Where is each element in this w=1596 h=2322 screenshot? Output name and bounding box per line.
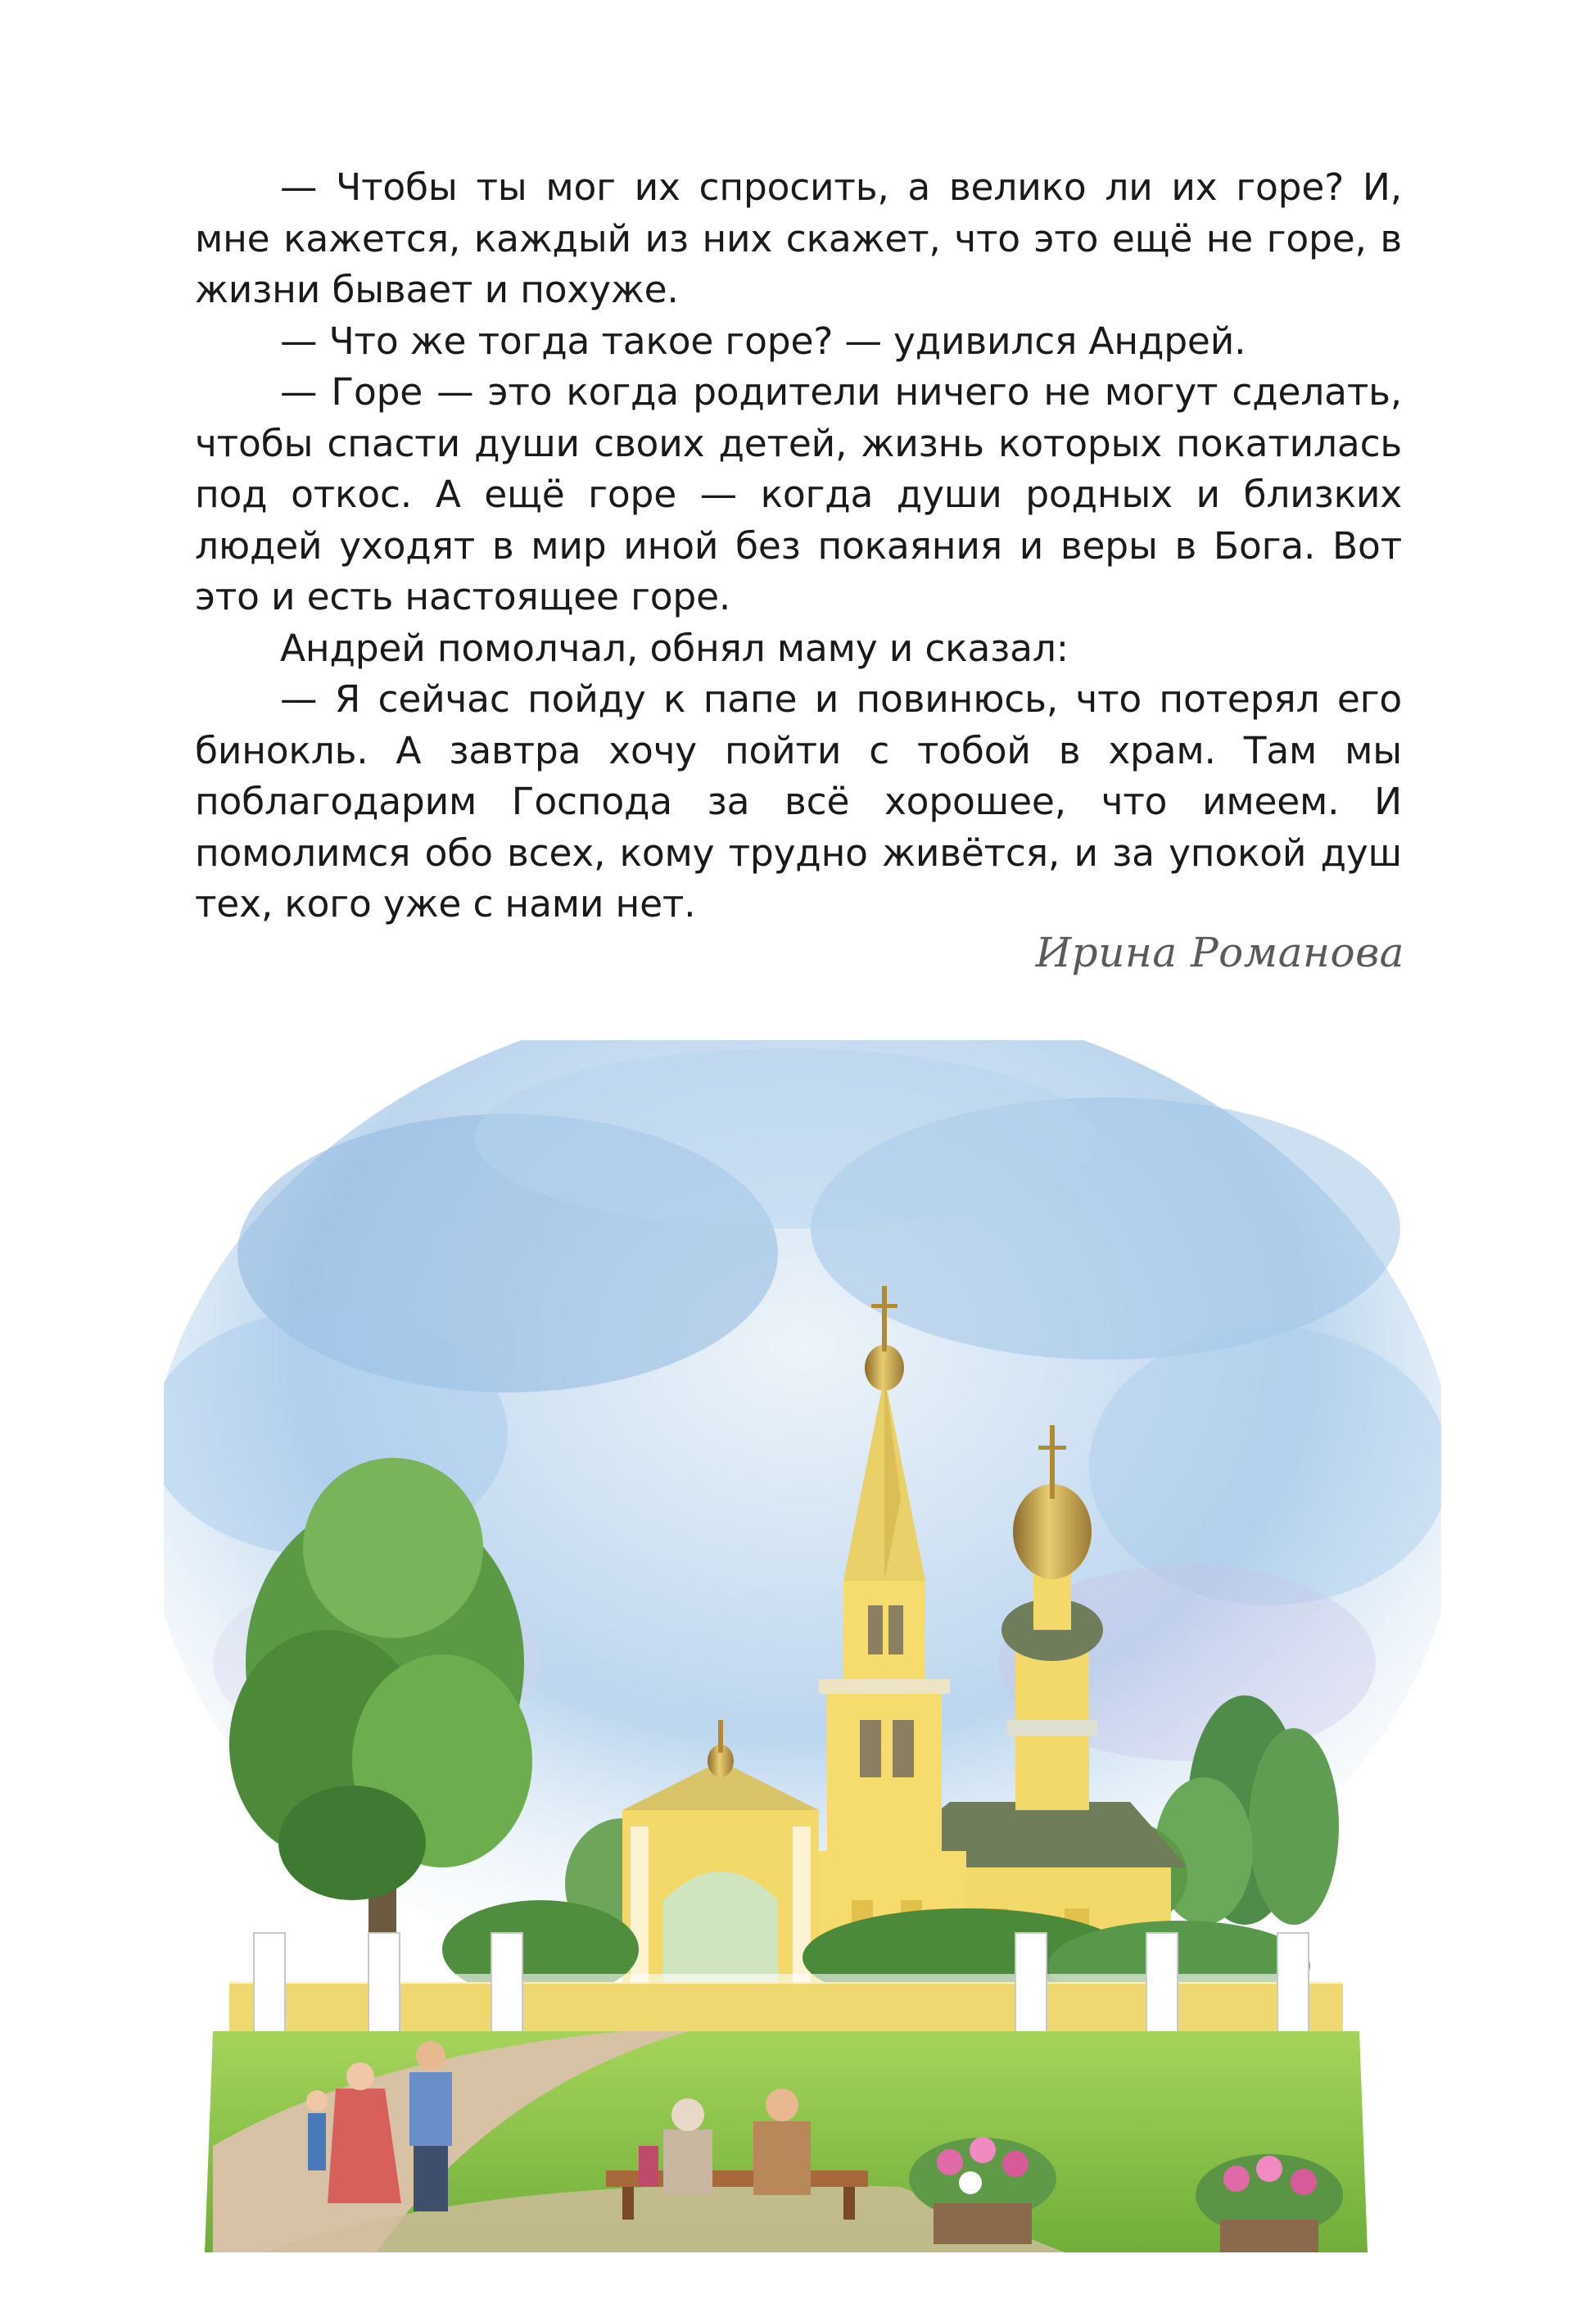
church-illustration: [164, 1040, 1441, 2269]
paragraph-5: — Я сейчас пойду к папе и повинюсь, что потерял его бинокль. А завтра хочу пойти с тобой в храм. Там мы поблагодарим Господа за всё хорошее, что имеем. И помолимся обо всех, кому трудно живётся, и за упокой душ тех, кого уже с нами нет.: [195, 677, 1402, 926]
paragraph-3: — Горе — это когда родители ничего не могут сделать, чтобы спасти души своих детей, жизнь которых покатилась под откос. А ещё горе — когда души родных и близких людей уходят в мир иной без покаяния и веры в Бога. Вот это и есть настоящее горе.: [195, 370, 1402, 618]
paragraph-1: — Чтобы ты мог их спросить, а велико ли их горе? И, мне кажется, каждый из них скажет, что это ещё не горе, в жизни бывает и похуже.: [195, 165, 1402, 311]
paragraph-2: — Что же тогда такое горе? — удивился Андрей.: [280, 319, 1246, 363]
story-text: [195, 162, 1402, 930]
paragraph-4: Андрей помолчал, обнял маму и сказал:: [280, 626, 1069, 670]
author-signature: Ирина Романова: [1035, 929, 1404, 976]
